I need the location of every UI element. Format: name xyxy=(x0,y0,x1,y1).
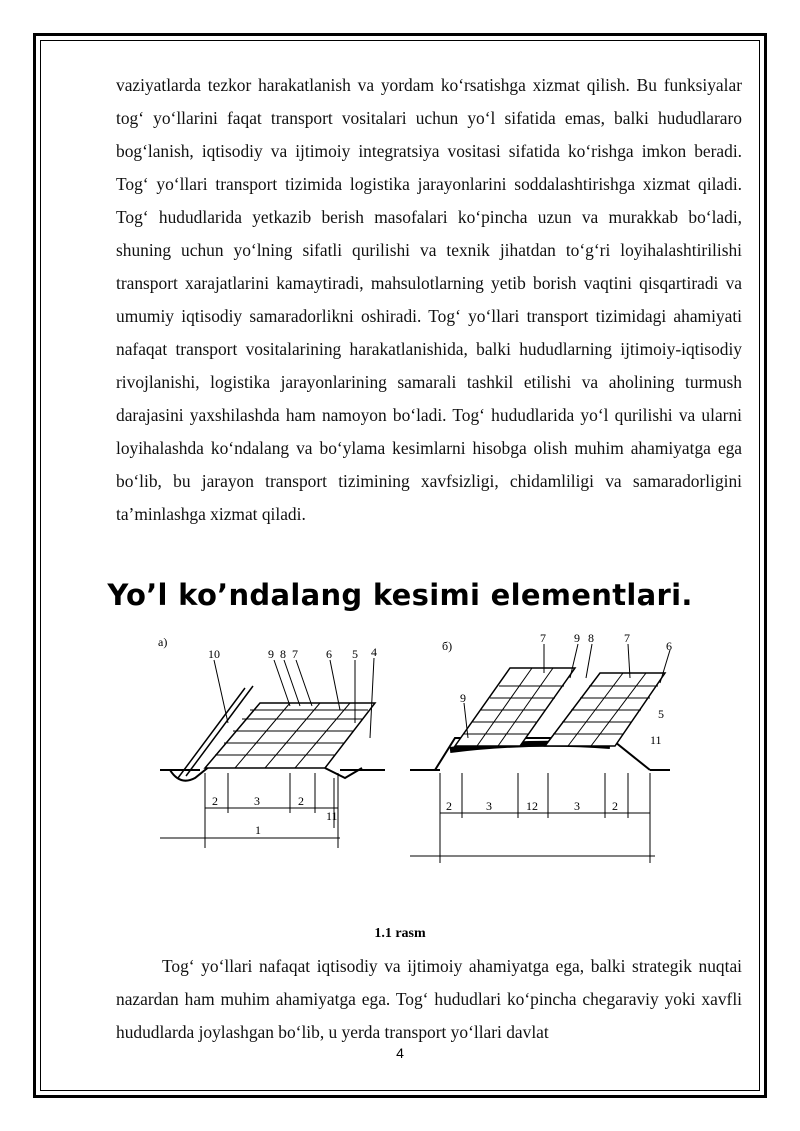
body-paragraph-2: Tog‘ yo‘llari nafaqat iqtisodiy va ijtimoiy ahamiyatga ega, balki strategik nuqtai nazardan ham muhim ahamiyatga ega. Tog‘ hududlari ko‘pincha chegaraviy yoki xavfli hududlarda joylashgan bo‘lib, u yerda transport yo‘llari davlat xyxy=(116,956,742,1042)
figure-title: Yo’l ko’ndalang kesimi elementlari. xyxy=(107,578,693,612)
callout-b-5: 9 xyxy=(460,691,466,705)
callout-a-2: 8 xyxy=(280,647,286,661)
callout-b-6: 5 xyxy=(658,707,664,721)
dim-b-4: 2 xyxy=(612,799,618,813)
diagram-a xyxy=(158,635,385,848)
callout-b-3: 7 xyxy=(624,631,630,645)
dim-b-1: 3 xyxy=(486,799,492,813)
callout-a-4: 6 xyxy=(326,647,332,661)
callout-a-3: 7 xyxy=(292,647,298,661)
diagram-a-label: а) xyxy=(158,635,168,649)
callout-b-0: 7 xyxy=(540,631,546,645)
dim-a-4: 1 xyxy=(255,823,261,837)
body-paragraph-1: vaziyatlarda tezkor harakatlanish va yordam ko‘rsatishga xizmat qilish. Bu funksiyalar tog‘ yo‘llarini faqat transport vositalari uchun yo‘l sifatida emas, balki hududlararo bog‘lanish, iqtisodiy va ijtimoiy integratsiya vositasi sifatida ko‘rishga imkon beradi. Tog‘ yo‘llari transport tizimida logistika jarayonlarini soddalashtirishga xizmat qiladi. Tog‘ hududlarida yetkazib berish masofalari ko‘pincha uzun va murakkab bo‘ladi, shuning uchun yo‘lning sifatli qurilishi va texnik jihatdan to‘g‘ri loyihalashtirilishi transport xarajatlarini kamaytiradi, mahsulotlarning yetib borish vaqtini qisqartiradi va umumiy iqtisodiy samaradorlikni oshiradi. Tog‘ yo‘llari transport tizimidagi ahamiyati nafaqat transport vositalarining harakatlanishida, balki hududlarning ijtimoiy-iqtisodiy rivojlanishi, logistika jarayonlarining samarali tashkil etilishi va aholining turmush darajasini yaxshilashda ham namoyon bo‘ladi. Tog‘ hududlarida yo‘l qurilishi va ularni loyihalashda ko‘ndalang va bo‘ylama kesimlarni hisobga olish muhim ahamiyatga ega bo‘lib, bu jarayon transport tizimining xavfsizligi, chidamliligi va samaradorligini ta’minlashga xizmat qiladi. xyxy=(116,75,742,524)
diagram-b xyxy=(410,631,672,863)
dim-b-0: 2 xyxy=(446,799,452,813)
dim-a-1: 3 xyxy=(254,794,260,808)
callout-b-4: 6 xyxy=(666,639,672,653)
callout-b-2: 8 xyxy=(588,631,594,645)
callout-b-7: 11 xyxy=(650,733,662,747)
dim-b-2: 12 xyxy=(526,799,538,813)
callout-a-0: 10 xyxy=(208,647,220,661)
callout-a-6: 4 xyxy=(371,645,377,659)
callout-a-1: 9 xyxy=(268,647,274,661)
dim-b-3: 3 xyxy=(574,799,580,813)
cross-section-diagram xyxy=(150,628,670,878)
diagram-b-label: б) xyxy=(442,639,453,653)
dim-a-3: 11 xyxy=(326,809,338,823)
figure-caption: 1.1 rasm xyxy=(374,926,426,941)
dim-a-2: 2 xyxy=(298,794,304,808)
callout-b-1: 9 xyxy=(574,631,580,645)
page-number: 4 xyxy=(396,1045,404,1061)
dim-a-0: 2 xyxy=(212,794,218,808)
callout-a-5: 5 xyxy=(352,647,358,661)
